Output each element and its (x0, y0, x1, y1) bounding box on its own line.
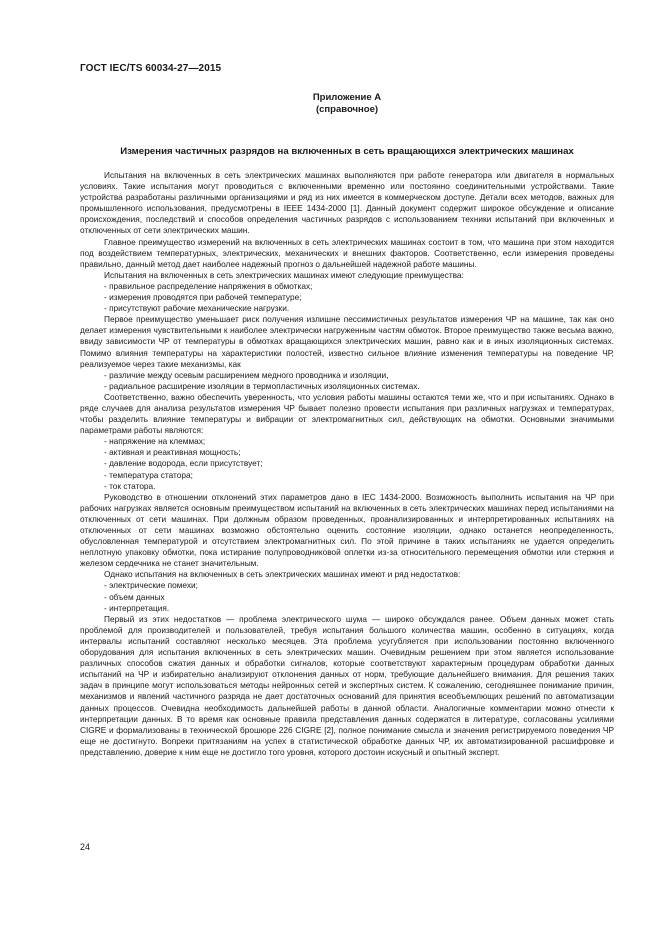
list-item: - интерпретация. (104, 602, 170, 613)
list-item: - температура статора; (104, 469, 193, 480)
appendix-subtitle: (справочное) (315, 104, 379, 115)
list-item: - активная и реактивная мощность; (104, 447, 241, 458)
list-item: - ток статора. (104, 480, 156, 491)
page-number: 24 (80, 842, 91, 852)
paragraph: Руководство в отношении отклонений этих параметров дано в IEC 1434-2000. Возможность выполнить испытания на ЧР при рабочих нагрузках является основным преимуществом испытаний на включенных в сеть электрических машинах перед испытаниями на отключенных от сети машинах. При должным образом проведенных, проанализированных и интерпретированных испытаниях на отключенных от сети машинах возможно обстоятельно оценить состояние изоляции, однако останется неопределенность, обусловленная температурой и отсутствием электромагнитных сил. По этой причине в таких испытаниях не удается определить неплотную упаковку обмотки, пока истирание полупроводниковой оплетки из-за относительного перемещения обмотки или стержня и железом сердечника не станет значительным. (80, 491, 614, 569)
list-item: - объем данных (104, 591, 165, 602)
paragraph: Испытания на включенных в сеть электрических машинах выполняются при работе генератора или двигателя в нормальных условиях. Такие испытания могут проводиться с включенными временно или постоянно соединительными устройствами. Такие устройства разработаны различными организациями и ряд из них имеется в коммерческом доступе. Детали всех методов, важных для промышленного использования, предусмотрены в IEEE 1434-2000 [1]. Данный документ содержит широкое обсуждение и описание происхождения, последствий и способов определения частичных разрядов с использованием техники испытаний при включенных и отключенных от сети электрических машин. (80, 170, 614, 236)
paragraph: Испытания на включенных в сеть электрических машинах имеют следующие преимущества: (104, 269, 464, 280)
list-item: - присутствуют рабочие механические нагрузки. (104, 303, 290, 314)
list-item: - давление водорода, если присутствует; (104, 458, 263, 469)
list-item: - электрические помехи; (104, 580, 198, 591)
list-item: - правильное распределение напряжения в обмотках; (104, 280, 313, 291)
list-item: - различие между осевым расширением медного проводника и изоляции, (104, 369, 389, 380)
appendix-heading (80, 92, 614, 116)
paragraph: Соответственно, важно обеспечить уверенность, что условия работы машины остаются теми же, что и при испытаниях. Однако в ряде случаев для анализа результатов измерения ЧР бывает полезно провести испытания при различных нагрузках и температурах, чтобы разделить влияние температуры и вибрации от электромагнитных сил, действующих на обмотки. Основными значимыми параметрами работы являются: (80, 391, 614, 436)
paragraph: Первый из этих недостатков — проблема электрического шума — широко обсуждался ранее. Объем данных может стать проблемой для производителей и пользователей, требуя испытания большого количества машин, особенно в ситуациях, когда интервалы испытаний составляют несколько месяцев. Эта проблема усугубляется при использовании постоянно включенного оборудования для испытания включенных в сеть электрических машин. Очевидным решением при этом является использование различных способов сжатия данных и обработки сигналов, которые соответствуют характерным процедурам обработки данных испытаний на ЧР и избирательно анализируют отклонения данных от норм, требующие дальнейшего внимания. Для решения таких задач в принципе могут использоваться методы нейронных сетей и экспертных систем. К сожалению, сегодняшнее понимание причин, механизмов и явлений частичного разряда не дает достаточных оснований для принятия всеобъемлющих решений по автоматизации данных процессов. Очевидна необходимость дальнейшей работы в данной области. Аналогичные комментарии можно отнести к интерпретации данных. В то время как основные правила представления данных содержатся в литературе, согласованы усилиями CIGRE и формализованы в технической брошюре 226 CIGRE [2], полное понимание смысла и значения регистрируемого поведения ЧР еще не достигнуто. Вопреки притязаниям на успех в статистической обработке данных ЧР, их автоматизированной расшифровке и представлению, доверие к ним еще не достигло того уровня, которого достоин искусный и опытный эксперт. (80, 613, 614, 757)
section-title: Измерения частичных разрядов на включенных в сеть вращающихся электрических машинах (120, 146, 574, 157)
list-item: - измерения проводятся при рабочей температуре; (104, 292, 302, 303)
paragraph: Первое преимущество уменьшает риск получения излишне пессимистичных результатов измерения ЧР на машине, так как оно делает измерения чувствительными к наиболее электрически нагруженным частям обмоток. Второе преимущество также весьма важно, ввиду зависимости ЧР от температуры в обмотках вращающихся электрических машин, равно как и в иных изоляционных системах. Помимо влияния температуры на характеристики полостей, известно сильное влияние изменения температуры на поведение ЧР, реализуемое через такие механизмы, как (80, 314, 614, 369)
document-header: ГОСТ IEC/TS 60034-27—2015 (80, 63, 222, 74)
body-text (80, 170, 614, 758)
list-item: - радиальное расширение изоляции в термопластичных изоляционных системах. (104, 380, 420, 391)
paragraph: Главное преимущество измерений на включенных в сеть электрических машинах состоит в том, что машина при этом находится под воздействием температурных, электрических, механических и внешних факторов. Соответственно, если измерения проведены правильно, данный метод дает наиболее надежный прогноз о дальнейшей надежной работе машины. (80, 236, 614, 269)
appendix-title: Приложение А (312, 92, 382, 103)
paragraph: Однако испытания на включенных в сеть электрических машинах имеют и ряд недостатков: (104, 569, 461, 580)
list-item: - напряжение на клеммах; (104, 436, 206, 447)
